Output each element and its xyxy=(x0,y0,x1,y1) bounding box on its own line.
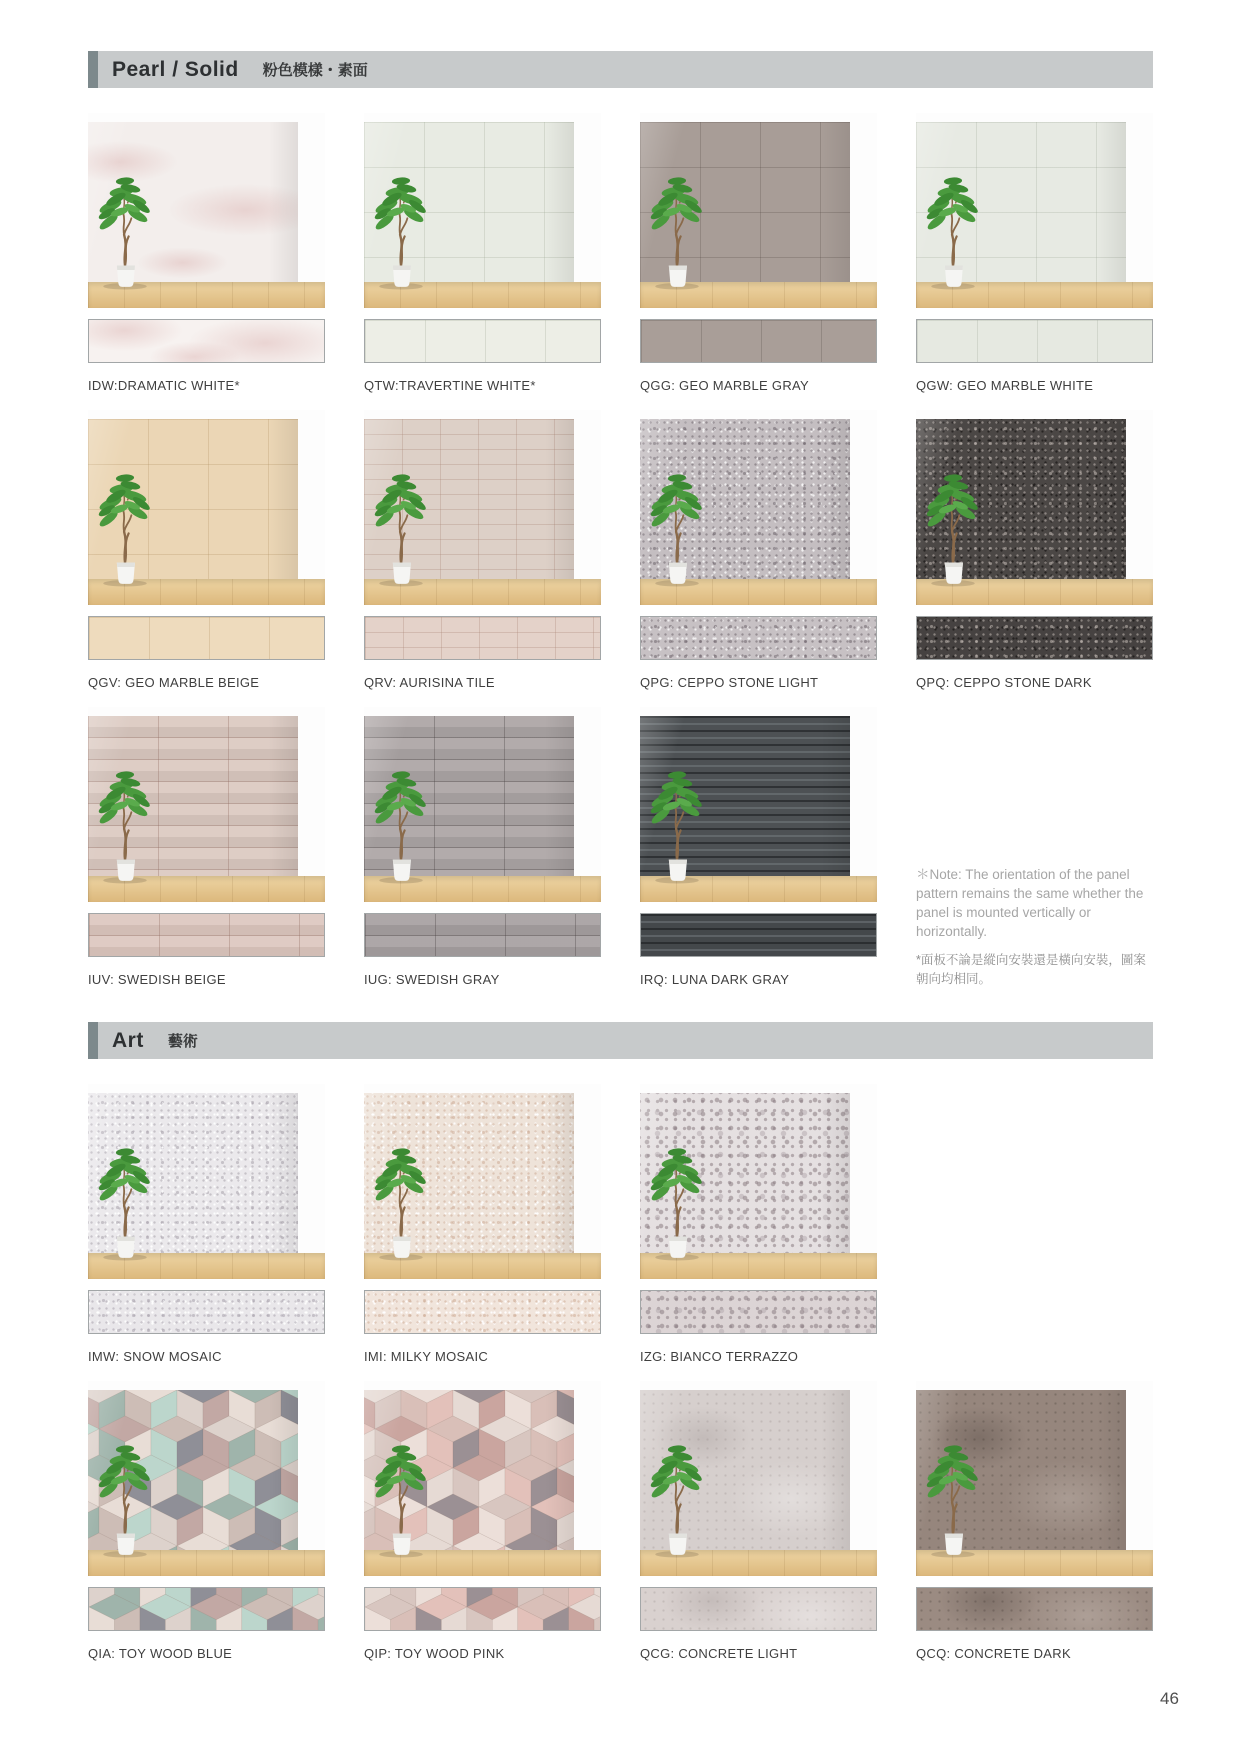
panel-swatch xyxy=(640,319,877,363)
product-card xyxy=(916,410,1153,707)
product-label: QRV: AURISINA TILE xyxy=(364,675,495,690)
panel-swatch xyxy=(364,1290,601,1334)
room-scene-image xyxy=(364,707,601,902)
room-scene-image xyxy=(88,410,325,605)
potted-plant xyxy=(924,1440,982,1558)
product-label: IUG: SWEDISH GRAY xyxy=(364,972,500,987)
section-accent-bar xyxy=(88,1022,98,1059)
room-scene-image xyxy=(88,707,325,902)
note-text-zh: *面板不論是縱向安裝還是橫向安裝，圖案朝向均相同。 xyxy=(916,953,1146,986)
product-card xyxy=(640,707,877,1004)
product-label: QPG: CEPPO STONE LIGHT xyxy=(640,675,819,690)
room-scene-image xyxy=(640,1381,877,1576)
section-header-art xyxy=(88,1022,1153,1059)
product-label: QIA: TOY WOOD BLUE xyxy=(88,1646,233,1661)
product-card xyxy=(364,1381,601,1678)
product-label: QTW:TRAVERTINE WHITE* xyxy=(364,378,536,393)
room-scene-image xyxy=(364,113,601,308)
panel-swatch xyxy=(88,1587,325,1631)
pearl-solid-grid xyxy=(88,113,1153,1004)
product-card xyxy=(640,1381,877,1678)
room-scene-image xyxy=(364,410,601,605)
orientation-note xyxy=(916,707,1153,1004)
panel-swatch xyxy=(88,913,325,957)
room-scene-image xyxy=(916,113,1153,308)
panel-swatch xyxy=(88,1290,325,1334)
panel-swatch xyxy=(88,319,325,363)
product-card xyxy=(916,113,1153,410)
panel-swatch xyxy=(640,913,877,957)
product-label: QPQ: CEPPO STONE DARK xyxy=(916,675,1092,690)
potted-plant xyxy=(96,1143,154,1261)
toywood-pattern xyxy=(365,1588,600,1630)
potted-plant xyxy=(648,172,706,290)
page-number: 46 xyxy=(1160,1689,1179,1708)
product-card xyxy=(640,1084,877,1381)
product-label: IMI: MILKY MOSAIC xyxy=(364,1349,489,1364)
product-label: IUV: SWEDISH BEIGE xyxy=(88,972,226,987)
room-scene-image xyxy=(916,1381,1153,1576)
product-label: QCG: CONCRETE LIGHT xyxy=(640,1646,798,1661)
product-label: IZG: BIANCO TERRAZZO xyxy=(640,1349,799,1364)
toywood-pattern xyxy=(89,1588,324,1630)
potted-plant xyxy=(96,172,154,290)
room-scene-image xyxy=(640,113,877,308)
room-scene-image xyxy=(364,1084,601,1279)
potted-plant xyxy=(372,1440,430,1558)
potted-plant xyxy=(96,766,154,884)
potted-plant xyxy=(372,766,430,884)
product-label: QGW: GEO MARBLE WHITE xyxy=(916,378,1094,393)
section-accent-bar xyxy=(88,51,98,88)
product-label: QIP: TOY WOOD PINK xyxy=(364,1646,505,1661)
room-scene-image xyxy=(916,410,1153,605)
product-label: QGV: GEO MARBLE BEIGE xyxy=(88,675,260,690)
potted-plant xyxy=(372,469,430,587)
panel-swatch xyxy=(640,1290,877,1334)
catalog-content xyxy=(88,0,1153,1678)
section-title-art: Art xyxy=(112,1028,144,1052)
product-card xyxy=(364,707,601,1004)
product-card xyxy=(88,113,325,410)
product-card xyxy=(364,1084,601,1381)
potted-plant xyxy=(648,469,706,587)
potted-plant xyxy=(648,1143,706,1261)
product-card xyxy=(364,410,601,707)
room-scene-image xyxy=(640,1084,877,1279)
room-scene-image xyxy=(640,410,877,605)
potted-plant xyxy=(96,1440,154,1558)
product-card xyxy=(88,707,325,1004)
product-card xyxy=(916,1381,1153,1678)
product-label: IDW:DRAMATIC WHITE* xyxy=(88,378,240,393)
product-label: QGG: GEO MARBLE GRAY xyxy=(640,378,810,393)
art-grid xyxy=(88,1084,1153,1678)
potted-plant xyxy=(924,469,982,587)
section-title-pearl-solid: Pearl / Solid xyxy=(112,57,239,81)
panel-swatch xyxy=(916,1587,1153,1631)
product-card xyxy=(88,1381,325,1678)
product-label: IRQ: LUNA DARK GRAY xyxy=(640,972,790,987)
room-scene-image xyxy=(364,1381,601,1576)
potted-plant xyxy=(648,766,706,884)
panel-swatch xyxy=(916,616,1153,660)
panel-swatch xyxy=(364,913,601,957)
panel-swatch xyxy=(88,616,325,660)
room-scene-image xyxy=(88,1381,325,1576)
panel-swatch xyxy=(916,319,1153,363)
room-scene-image xyxy=(88,1084,325,1279)
product-card xyxy=(640,410,877,707)
panel-swatch xyxy=(364,319,601,363)
room-scene-image xyxy=(88,113,325,308)
note-text-en: ＊Note: The orientation of the panel pattern remains the same whether the panel is mounted vertically or horizontally. xyxy=(916,867,1144,939)
product-card xyxy=(88,1084,325,1381)
product-label: IMW: SNOW MOSAIC xyxy=(88,1349,222,1364)
potted-plant xyxy=(96,469,154,587)
product-card xyxy=(364,113,601,410)
potted-plant xyxy=(648,1440,706,1558)
product-card xyxy=(640,113,877,410)
product-card xyxy=(88,410,325,707)
potted-plant xyxy=(372,1143,430,1261)
panel-swatch xyxy=(364,616,601,660)
section-subtitle-pearl-solid: 粉色模樣・素面 xyxy=(262,62,368,79)
potted-plant xyxy=(372,172,430,290)
section-header-pearl-solid xyxy=(88,51,1153,88)
panel-swatch xyxy=(640,616,877,660)
panel-swatch xyxy=(640,1587,877,1631)
room-scene-image xyxy=(640,707,877,902)
section-subtitle-art: 藝術 xyxy=(167,1033,198,1050)
product-label: QCQ: CONCRETE DARK xyxy=(916,1646,1071,1661)
panel-swatch xyxy=(364,1587,601,1631)
potted-plant xyxy=(924,172,982,290)
